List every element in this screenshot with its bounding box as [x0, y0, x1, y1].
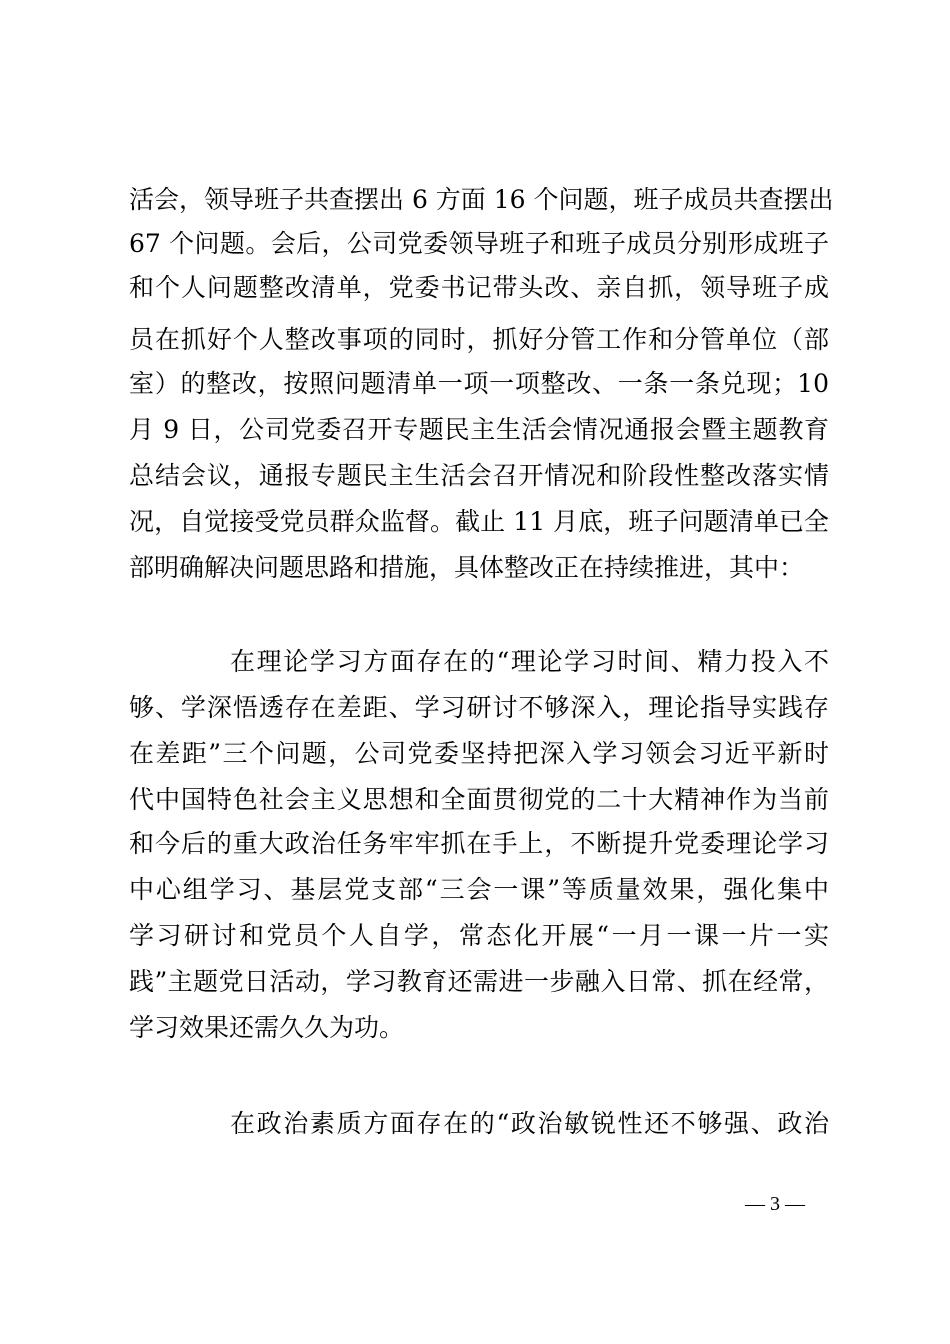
paragraph-line: 员在抓好个人整改事项的同时，抓好分管工作和分管单位（部 [129, 325, 829, 354]
paragraph-line: 部明确解决问题思路和措施，具体整改正在持续推进，其中： [129, 553, 805, 582]
page-number: — 3 — [745, 1193, 805, 1215]
paragraph-line: 和今后的重大政治任务牢牢抓在手上，不断提升党委理论学习 [129, 829, 829, 858]
paragraph-line: 中心组学习、基层党支部“三会一课”等质量效果，强化集中 [129, 875, 829, 904]
paragraph-line: 月 9 日，公司党委召开专题民主生活会情况通报会暨主题教育 [129, 415, 829, 444]
paragraph-line: 室）的整改，按照问题清单一项一项整改、一条一条兑现；10 [129, 369, 829, 398]
paragraph-line: 学习研讨和党员个人自学，常态化开展“一月一课一片一实 [129, 921, 829, 950]
paragraph-line: 代中国特色社会主义思想和全面贯彻党的二十大精神作为当前 [129, 785, 829, 814]
paragraph-line: 够、学深悟透存在差距、学习研讨不够深入，理论指导实践存 [129, 693, 829, 722]
paragraph-line: 67 个问题。会后，公司党委领导班子和班子成员分别形成班子 [129, 229, 829, 258]
paragraph-line: 总结会议，通报专题民主生活会召开情况和阶段性整改落实情 [129, 461, 829, 490]
paragraph-line: 活会，领导班子共查摆出 6 方面 16 个问题，班子成员共查摆出 [129, 185, 834, 214]
paragraph-line: 和个人问题整改清单，党委书记带头改、亲自抓，领导班子成 [129, 273, 829, 302]
paragraph-line: 况，自觉接受党员群众监督。截止 11 月底，班子问题清单已全 [129, 507, 829, 536]
paragraph-line: 在差距”三个问题，公司党委坚持把深入学习领会习近平新时 [129, 739, 829, 768]
paragraph-line: 在理论学习方面存在的“理论学习时间、精力投入不 [230, 647, 829, 676]
paragraph-line: 学习效果还需久久为功。 [129, 1013, 405, 1042]
paragraph-line: 践”主题党日活动，学习教育还需进一步融入日常、抓在经常， [129, 967, 829, 996]
paragraph-line: 在政治素质方面存在的“政治敏锐性还不够强、政治 [230, 1109, 829, 1138]
